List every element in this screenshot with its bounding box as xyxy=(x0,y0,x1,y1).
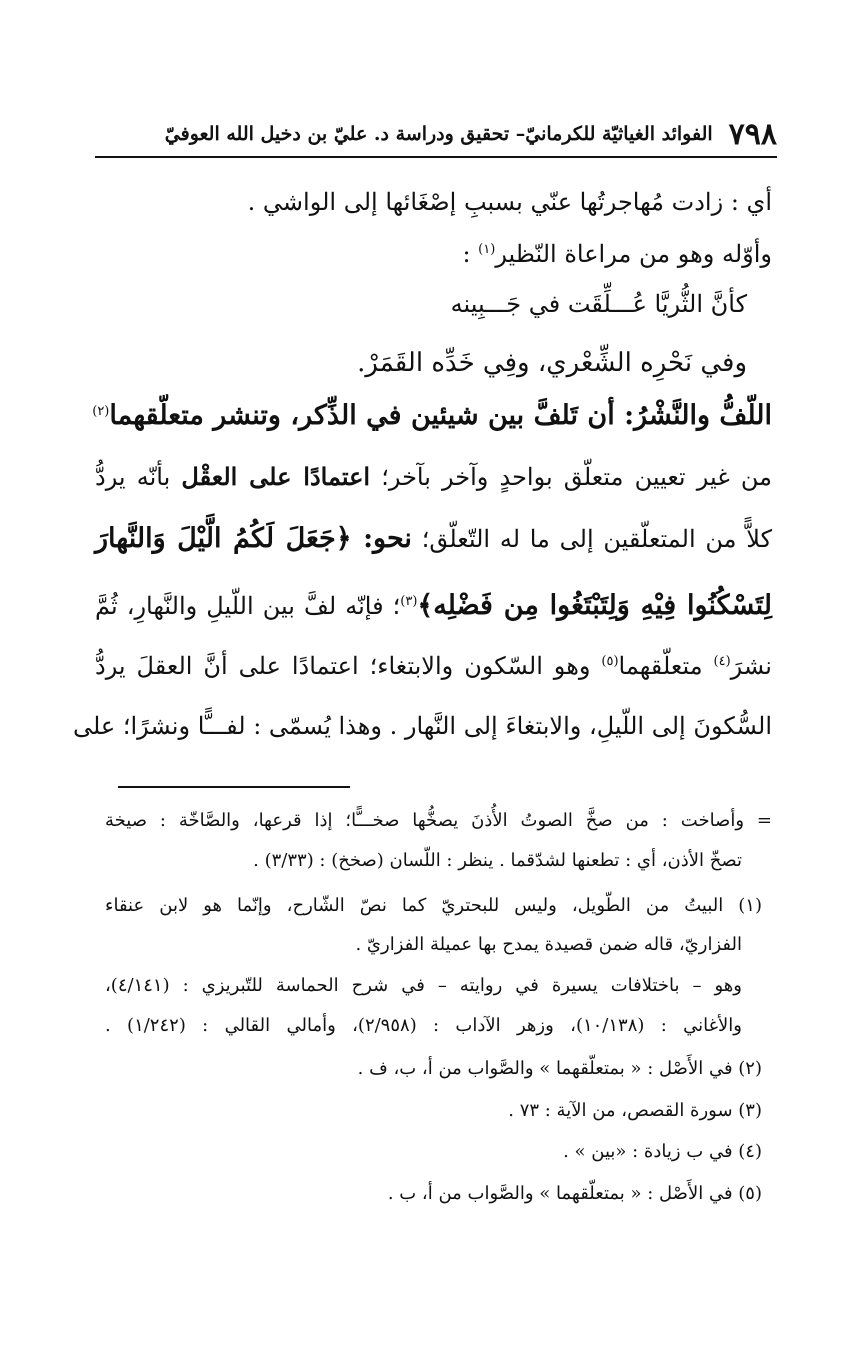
page-number: ٧٩٨ xyxy=(728,116,777,152)
body-text: وهو السّكون والابتغاء؛ اعتمادًا على أنَّ العقلَ يردُّ xyxy=(95,652,602,680)
footnote-ref: (١) xyxy=(478,242,496,257)
verse-hemistich-2: وفي نَحْرِه الشِّعْري، وفِي خَدِّه القَمَرْ. xyxy=(357,348,747,378)
verse-hemistich-1: كأنَّ الثُّريَّا عُـــلِّقَت في جَـــبِينه xyxy=(450,290,747,318)
footnote-5: (٥) في الأَصْل : « بمتعلّقهما » والصَّواب من أ، ب . xyxy=(387,1183,762,1204)
footnote-1-line-3: وهو – باختلافات يسيرة في روايته – في شرح الحماسة للتّبريزي : (٤/١٤١)، xyxy=(105,975,742,996)
body-line-6 xyxy=(95,462,772,491)
body-line-2 xyxy=(95,240,772,268)
footnote-ref: (٢) xyxy=(92,404,110,419)
term-definition: اللّفُّ والنَّشْرُ: أن تَلفَّ بين شيئين في الذِّكر، وتنشر متعلّقهما xyxy=(109,400,772,431)
quran-quote: نحو: ﴿جَعَلَ لَكُمُ الَّيْلَ وَالنَّهارَ xyxy=(95,523,412,554)
footnote-3: (٣) سورة القصص، من الآية : ٧٣ . xyxy=(508,1100,762,1121)
body-text: بأنّه يردُّ xyxy=(95,463,182,491)
footnote-separator xyxy=(118,786,350,788)
quran-quote: لِتَسْكُنُوا فِيْهِ وَلِتَبْتَغُوا مِن فَضْلِه﴾ xyxy=(417,590,772,621)
running-title: الفوائد الغياثيّة للكرمانيّ– تحقيق ودراسة د. عليّ بن دخيل الله العوفيّ xyxy=(164,123,713,145)
footnote-1-line-1: (١) البيتُ من الطّويل، وليس للبحتريّ كما نصّ الشّارح، وإنّما هو لابن عنقاء xyxy=(105,895,762,916)
body-text: من غير تعيين متعلّق بواحدٍ وآخر بآخر؛ xyxy=(370,463,772,491)
footnote-4: (٤) في ب زيادة : «بين » . xyxy=(563,1141,762,1162)
body-line-9 xyxy=(95,652,772,680)
footnote-1-line-4: والأغاني : (١٠/١٣٨)، وزهر الآداب : (٢/٩٥٨)، وأمالي القالي : (١/٢٤٢) . xyxy=(105,1015,742,1036)
footnote-continued-1: = وأصاخت : من صخَّ الصوتُ الأُذنَ يصخُّها صخـــًّا؛ إذا قرعها، والصَّاخّة : صيخة xyxy=(105,810,772,831)
body-text: متعلّقهما xyxy=(618,652,714,680)
footnote-ref: (٤) xyxy=(713,654,731,669)
footnote-ref: (٣) xyxy=(400,594,418,609)
body-line-5 xyxy=(92,400,772,431)
body-text: : xyxy=(462,240,479,268)
footnote-1-line-2: الفزاريّ، قاله ضمن قصيدة يمدح بها عميلة الفزاريّ . xyxy=(355,934,742,955)
footnote-2: (٢) في الأَصْل : « بمتعلّقهما » والصَّواب من أ، ب، ف . xyxy=(357,1058,762,1079)
body-line-10: السُّكونَ إلى اللّيلِ، والابتغاءَ إلى النَّهار . وهذا يُسمّى : لفـــًّا ونشرًا؛ على xyxy=(72,712,772,740)
body-line-8 xyxy=(95,590,772,621)
body-text: وأوّله وهو من مراعاة النّظير xyxy=(495,240,772,268)
body-line-7 xyxy=(95,523,772,554)
footnote-continued-2: تصخّ الأذن، أي : تطعنها لشدّقما . ينظر : اللّسان (صخخ) : (٣/٣٣) . xyxy=(253,850,742,871)
emphasis: اعتمادًا على العقْل xyxy=(181,462,371,491)
body-line-1: أي : زادت مُهاجرتُها عنّي بسببِ إصْغَائها إلى الواشي . xyxy=(247,188,772,216)
footnote-ref: (٥) xyxy=(601,654,619,669)
body-text: ؛ فإنّه لفَّ بين اللّيلِ والنَّهارِ، ثُمَّ xyxy=(95,592,401,620)
body-text: كلاًّ من المتعلّقين إلى ما له التّعلّق؛ xyxy=(411,525,772,553)
body-text: نشرَ xyxy=(730,652,772,680)
running-header xyxy=(95,112,777,158)
